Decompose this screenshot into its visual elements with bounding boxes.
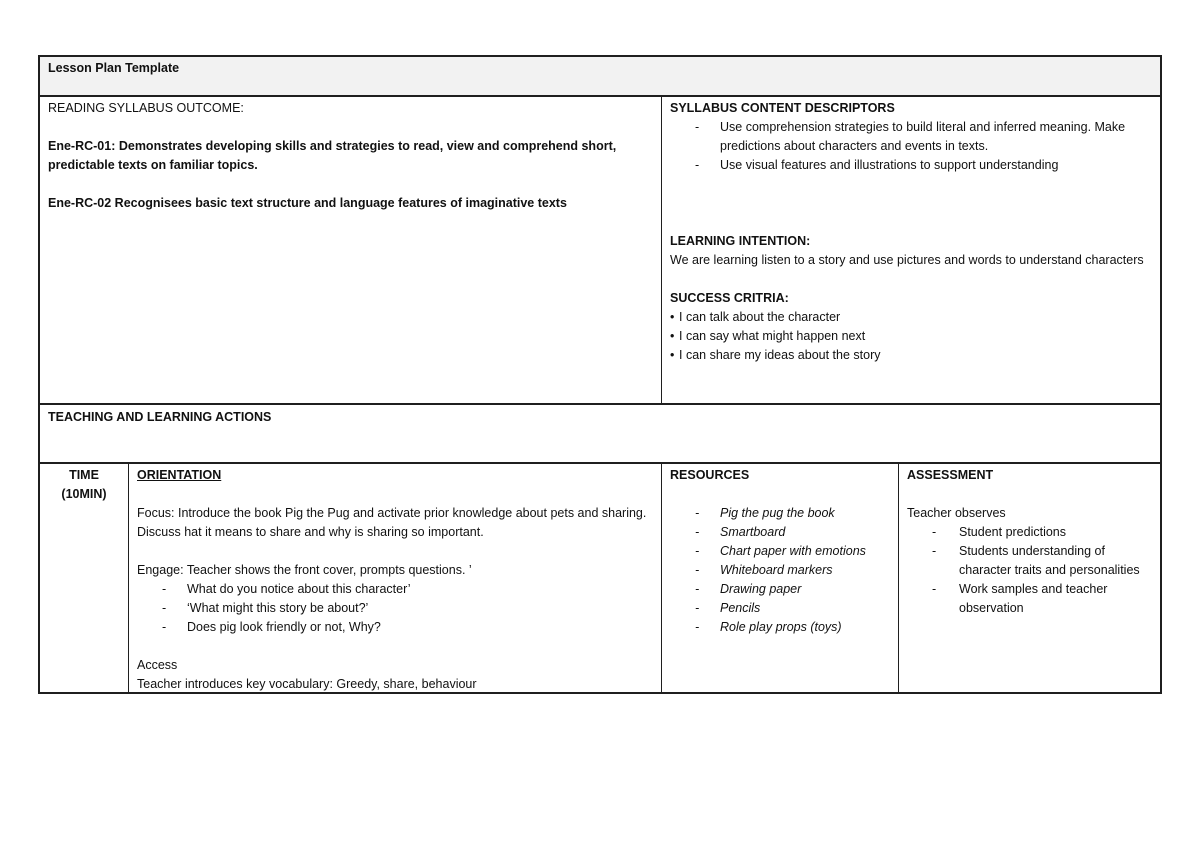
assessment-list — [907, 523, 1152, 618]
question-item: - Does pig look friendly or not, Why? — [137, 618, 653, 637]
title-cell — [40, 57, 1160, 95]
access-text: Teacher introduces key vocabulary: Greedy, share, behaviour — [137, 677, 477, 691]
assessment-intro: Teacher observes — [907, 506, 1006, 520]
outcome-heading: READING SYLLABUS OUTCOME: — [48, 101, 244, 115]
resource-item: - Pig the pug the book — [670, 504, 890, 523]
resource-item: - Chart paper with emotions — [670, 542, 890, 561]
outcome-item-1: Ene-RC-01: Demonstrates developing skills and strategies to read, view and comprehend short, predictable texts on familiar topics. — [48, 139, 617, 172]
intention-heading: LEARNING INTENTION: — [670, 234, 811, 248]
orientation-cell — [128, 464, 661, 692]
outcome-item-2: Ene-RC-02 Recognisees basic text structure and language features of imaginative texts — [48, 196, 567, 210]
orientation-focus: Focus: Introduce the book Pig the Pug and activate prior knowledge about pets and sharing. Discuss hat it means to share and why is sharing so important. — [137, 506, 647, 539]
lesson-plan-table — [38, 55, 1162, 694]
descriptors-list — [670, 118, 1152, 175]
assessment-item: - Students understanding of character traits and personalities — [907, 542, 1152, 580]
assessment-cell — [898, 464, 1160, 692]
resource-item: - Whiteboard markers — [670, 561, 890, 580]
access-heading: Access — [137, 658, 178, 672]
orientation-engage: Engage: Teacher shows the front cover, prompts questions. ’ — [137, 563, 472, 577]
tla-row — [40, 403, 1160, 462]
assessment-heading: ASSESSMENT — [907, 468, 994, 482]
page-title: Lesson Plan Template — [48, 61, 180, 75]
time-value: (10MIN) — [61, 487, 107, 501]
descriptor-item: - Use comprehension strategies to build literal and inferred meaning. Make predictions about characters and events in texts. — [670, 118, 1152, 156]
resource-item: - Role play props (toys) — [670, 618, 890, 637]
descriptors-cell — [661, 97, 1160, 403]
engage-questions — [137, 580, 653, 637]
tla-cell — [40, 405, 1160, 462]
descriptors-heading: SYLLABUS CONTENT DESCRIPTORS — [670, 101, 895, 115]
descriptor-item: - Use visual features and illustrations to support understanding — [670, 156, 1152, 175]
success-heading: SUCCESS CRITRIA: — [670, 291, 789, 305]
resources-list — [670, 504, 890, 637]
assessment-item: - Student predictions — [907, 523, 1152, 542]
intention-text: We are learning listen to a story and use pictures and words to understand characters — [670, 253, 1144, 267]
resource-item: - Smartboard — [670, 523, 890, 542]
time-label: TIME — [69, 468, 99, 482]
tla-heading: TEACHING AND LEARNING ACTIONS — [48, 410, 272, 424]
success-item: • I can say what might happen next — [670, 327, 1152, 346]
resource-item: - Pencils — [670, 599, 890, 618]
orientation-heading: ORIENTATION — [137, 468, 222, 482]
resources-heading: RESOURCES — [670, 468, 750, 482]
resources-cell — [661, 464, 898, 692]
outcome-cell — [40, 97, 661, 403]
main-row — [40, 462, 1160, 692]
syllabus-row — [40, 95, 1160, 403]
success-item: • I can share my ideas about the story — [670, 346, 1152, 365]
time-cell — [40, 464, 128, 692]
success-item: • I can talk about the character — [670, 308, 1152, 327]
assessment-item: - Work samples and teacher observation — [907, 580, 1152, 618]
question-item: - What do you notice about this character’ — [137, 580, 653, 599]
resource-item: - Drawing paper — [670, 580, 890, 599]
title-row — [40, 57, 1160, 95]
question-item: - ‘What might this story be about?’ — [137, 599, 653, 618]
success-list — [670, 308, 1152, 365]
